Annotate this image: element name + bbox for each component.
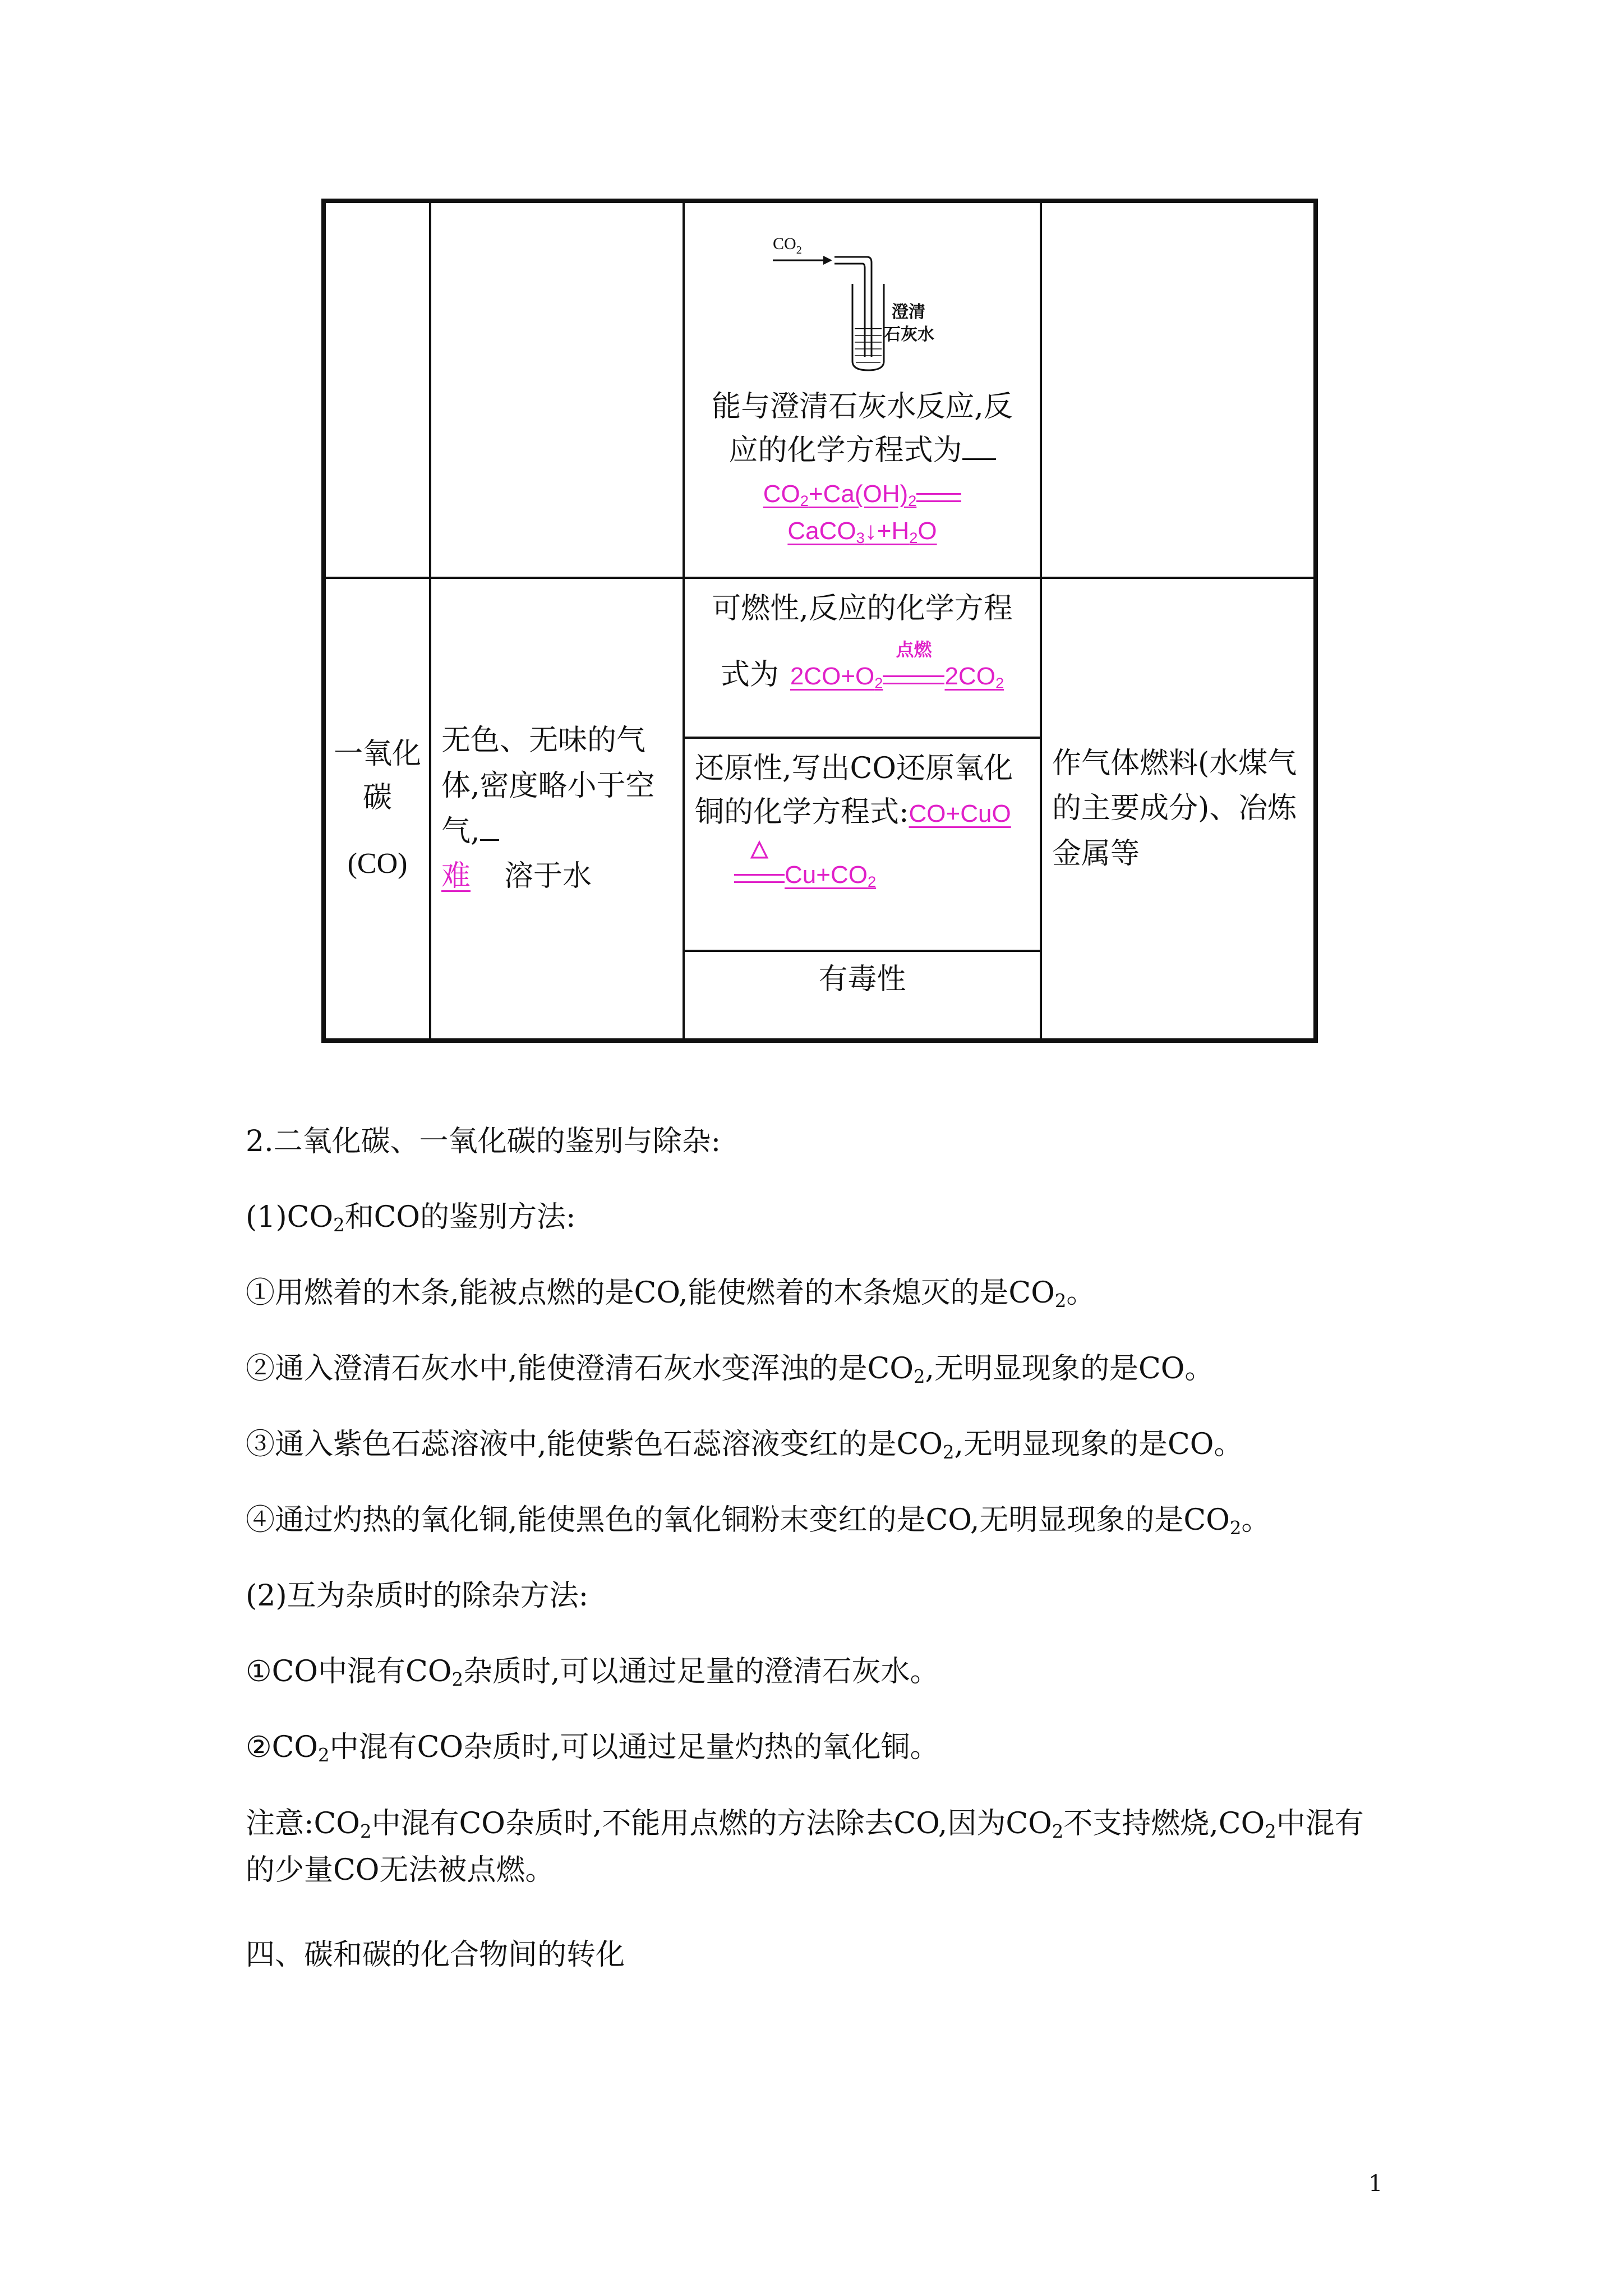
method-burning-splint: ①用燃着的木条,能被点燃的是CO,能使燃着的木条熄灭的是$CO_2$。 — [246, 1276, 1096, 1312]
method-litmus: ③通入紫色石蕊溶液中,能使紫色石蕊溶液变红的是$CO_2$,无明显现象的是CO。 — [246, 1428, 1243, 1464]
removal-co2-from-co: ①CO中混有$CO_2$杂质时,可以通过足量的澄清石灰水。 — [246, 1655, 939, 1691]
heading-identification: 2.二氧化碳、一氧化碳的鉴别与除杂: — [246, 1125, 721, 1158]
cell-name-empty — [324, 201, 430, 578]
cell-co2-chemical — [684, 201, 1041, 578]
cell-co-chemical — [684, 578, 1041, 1041]
diagram-gas-label: $CO_2$ — [772, 234, 802, 256]
co2-limewater-text: 能与澄清石灰水反应,反应的化学方程式为 — [712, 390, 1013, 467]
table-row-co — [324, 578, 1316, 1041]
co-name-formula: (CO) — [347, 847, 408, 880]
co-combustion-equation: 式为 $2CO+O_2$ 点燃 $2CO_2$ — [720, 639, 1004, 692]
subheading-identify-methods: $(1)CO_2$和CO的鉴别方法: — [246, 1200, 576, 1236]
section-heading-conversion: 四、碳和碳的化合物间的转化 — [246, 1938, 625, 1972]
co-co2-property-table — [321, 199, 1318, 1043]
method-copper-oxide: ④通过灼热的氧化铜,能使黑色的氧化铜粉末变红的是CO,无明显现象的是$CO_2$。 — [246, 1503, 1271, 1539]
delivery-tube-inner — [834, 264, 865, 357]
co-reduction-left: CO+CuO — [909, 800, 1011, 827]
co-combustion-text1: 可燃性,反应的化学方程 — [712, 592, 1013, 625]
co-reduction-block — [685, 739, 1040, 952]
co-use-text: 作气体燃料(水煤气的主要成分)、冶炼金属等 — [1052, 746, 1297, 871]
cell-co-physical — [430, 578, 684, 1041]
arrow-head-icon — [823, 256, 832, 265]
co-reduction-equation: △ $Cu+CO_2$ — [695, 857, 1030, 894]
test-tube-diagram — [762, 217, 963, 374]
table-row-co2-cont — [324, 201, 1316, 578]
co-toxic-text: 有毒性 — [818, 963, 906, 996]
cell-co-name — [324, 578, 430, 1041]
test-tube — [852, 284, 884, 370]
page-number: 1 — [1368, 2171, 1383, 2197]
co-combustion-block — [685, 579, 1040, 739]
co-physical-text: 无色、无味的气体,密度略小于空气, — [441, 724, 655, 848]
cell-use-empty — [1041, 201, 1316, 578]
cell-co-use — [1041, 578, 1316, 1041]
co-physical-text2: 溶于水 — [504, 859, 592, 894]
diagram-liquid-label-2: 石灰水 — [883, 325, 934, 344]
removal-co-from-co2: $②CO_2$中混有CO杂质时,可以通过足量灼热的氧化铜。 — [246, 1731, 939, 1766]
cell-physical-empty — [430, 201, 684, 578]
co2-limewater-equation: $CO_2+Ca(OH)_2$ $CaCO_3↓+H_2O$ — [695, 476, 1030, 550]
co-solubility-answer: 难 — [441, 859, 471, 894]
co-name-line1: 一氧化 — [333, 737, 421, 771]
method-limewater: ②通入澄清石灰水中,能使澄清石灰水变浑浊的是$CO_2$,无明显现象的是CO。 — [246, 1352, 1214, 1388]
co-name-line2: 碳 — [362, 780, 392, 815]
note-paragraph: 注意$:CO_2$中混有CO杂质时,不能用点燃的方法除去CO,因为$CO_2$不支持燃烧$,CO_2$中混有的少量CO无法被点燃。 — [246, 1807, 1364, 1888]
subheading-impurity-removal: (2)互为杂质时的除杂方法: — [246, 1579, 589, 1613]
diagram-liquid-label-1: 澄清 — [891, 302, 925, 322]
co-reduction-text: 还原性,写出CO还原氧化铜的化学方程式: — [695, 752, 1013, 829]
